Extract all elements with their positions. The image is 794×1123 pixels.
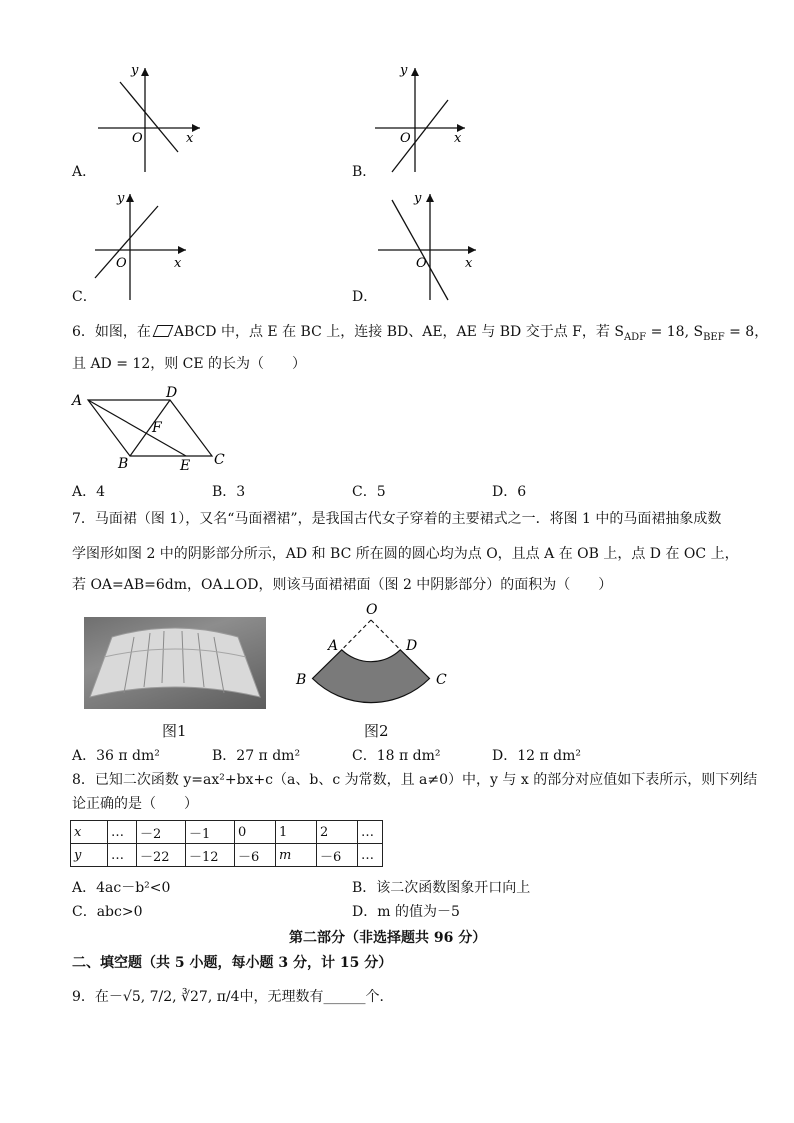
- label-a: A: [72, 393, 83, 409]
- q7-stem-line1: 7．马面裙（图 1），又名“马面褶裙”，是我国古代女子穿着的主要裙式之一．将图 1 中的马面裙抽象成数: [72, 511, 722, 527]
- q6-figure: [70, 384, 240, 474]
- label-o: O: [366, 602, 378, 618]
- section2-title: 二、填空题（共 5 小题，每小题 3 分，计 15 分）: [72, 955, 393, 971]
- q6-option-a: A．4: [72, 484, 106, 500]
- label-d: D: [166, 385, 178, 401]
- graph-c-option-label: C．: [72, 289, 97, 305]
- table-cell: 1: [276, 821, 317, 844]
- skirt-illustration: [84, 617, 266, 709]
- q6-option-b: B．3: [212, 484, 246, 500]
- origin-label: O: [132, 131, 143, 146]
- q9-prefix: 9．在: [72, 989, 109, 1005]
- q9-suffix: 中，无理数有______个．: [239, 989, 394, 1005]
- label-b: B: [118, 456, 129, 472]
- x-axis-label: x: [186, 131, 194, 146]
- x-axis-label: x: [465, 256, 473, 271]
- table-cell: …: [358, 821, 383, 844]
- table-cell: …: [108, 821, 137, 844]
- q9-numbers: －√5, 7/2, ∛27, π/4: [108, 989, 240, 1005]
- x-axis-label: x: [174, 256, 182, 271]
- graph-b: [370, 60, 490, 180]
- table-cell: y: [71, 844, 108, 867]
- table-row: [71, 821, 383, 844]
- table-cell: －6: [235, 844, 276, 867]
- part2-title: 第二部分（非选择题共 96 分）: [289, 930, 487, 946]
- table-cell: …: [108, 844, 137, 867]
- label-e: E: [180, 458, 191, 474]
- q9-stem: [72, 987, 394, 1007]
- label-d: D: [406, 638, 418, 654]
- table-cell: －2: [137, 821, 186, 844]
- table-cell: －12: [186, 844, 235, 867]
- y-axis-label: y: [131, 63, 139, 78]
- graph-a-line: [120, 82, 178, 152]
- parallelogram-icon: [152, 325, 173, 337]
- graph-d: [370, 188, 490, 308]
- graph-a: [90, 60, 210, 180]
- q6-option-d: D．6: [492, 484, 527, 500]
- table-cell: 0: [235, 821, 276, 844]
- table-cell: m: [276, 844, 317, 867]
- q8-stem-line1: 8．已知二次函数 y=ax²+bx+c（a、b、c 为常数，且 a≠0）中，y 与 x 的部分对应值如下表所示，则下列结: [72, 772, 758, 788]
- x-axis-label: x: [454, 131, 462, 146]
- label-b: B: [296, 672, 307, 688]
- y-axis-label: y: [117, 191, 125, 206]
- q8-stem-line2: 论正确的是（ ）: [72, 796, 198, 812]
- q7-stem-line2: 学图形如图 2 中的阴影部分所示，AD 和 BC 所在圆的圆心均为点 O，且点 A 在 OB 上，点 D 在 OC 上，: [72, 546, 739, 562]
- q7-option-d: D．12 π dm²: [492, 748, 581, 764]
- graph-b-option-label: B．: [352, 164, 377, 180]
- q7-option-a: A．36 π dm²: [72, 748, 160, 764]
- table-row: [71, 844, 383, 867]
- origin-label: O: [400, 131, 411, 146]
- table-cell: …: [358, 844, 383, 867]
- label-c: C: [214, 452, 225, 468]
- q7-stem-line3: 若 OA=AB=6dm，OA⊥OD，则该马面裙裙面（图 2 中阴影部分）的面积为（ ）: [72, 577, 613, 593]
- graph-a-option-label: A．: [72, 164, 97, 180]
- table-cell: －6: [317, 844, 358, 867]
- q7-option-b: B．27 π dm²: [212, 748, 301, 764]
- skirt-photo: [84, 617, 266, 709]
- origin-label: O: [416, 256, 427, 271]
- fig1-caption: 图1: [162, 722, 187, 740]
- graph-c: [90, 188, 210, 308]
- q6-option-c: C．5: [352, 484, 386, 500]
- fig2-caption: 图2: [364, 722, 389, 740]
- label-f: F: [152, 420, 162, 436]
- q6-stem-line2: 且 AD = 12，则 CE 的长为（ ）: [72, 356, 307, 372]
- q8-option-c: C．abc>0: [72, 904, 143, 920]
- q6-stem-line1: 6．如图，在 ABCD 中，点 E 在 BC 上，连接 BD、AE，AE 与 BD 交于点 F，若 $S_{ADF} = 18$, $S_{BEF} = 8$，: [72, 324, 769, 343]
- table-cell: x: [71, 821, 108, 844]
- table-cell: －1: [186, 821, 235, 844]
- q8-option-d: D．m 的值为－5: [352, 904, 460, 920]
- q8-option-a: A．4ac－b²<0: [72, 880, 171, 896]
- y-axis-label: y: [400, 63, 408, 78]
- value-table: [70, 820, 383, 867]
- table-cell: 2: [317, 821, 358, 844]
- y-axis-label: y: [414, 191, 422, 206]
- q7-option-c: C．18 π dm²: [352, 748, 441, 764]
- table-cell: －22: [137, 844, 186, 867]
- label-c: C: [436, 672, 447, 688]
- label-a: A: [328, 638, 339, 654]
- q7-figure: [290, 598, 460, 708]
- origin-label: O: [116, 256, 127, 271]
- q8-option-b: B．该二次函数图象开口向上: [352, 880, 531, 896]
- graph-d-option-label: D．: [352, 289, 378, 305]
